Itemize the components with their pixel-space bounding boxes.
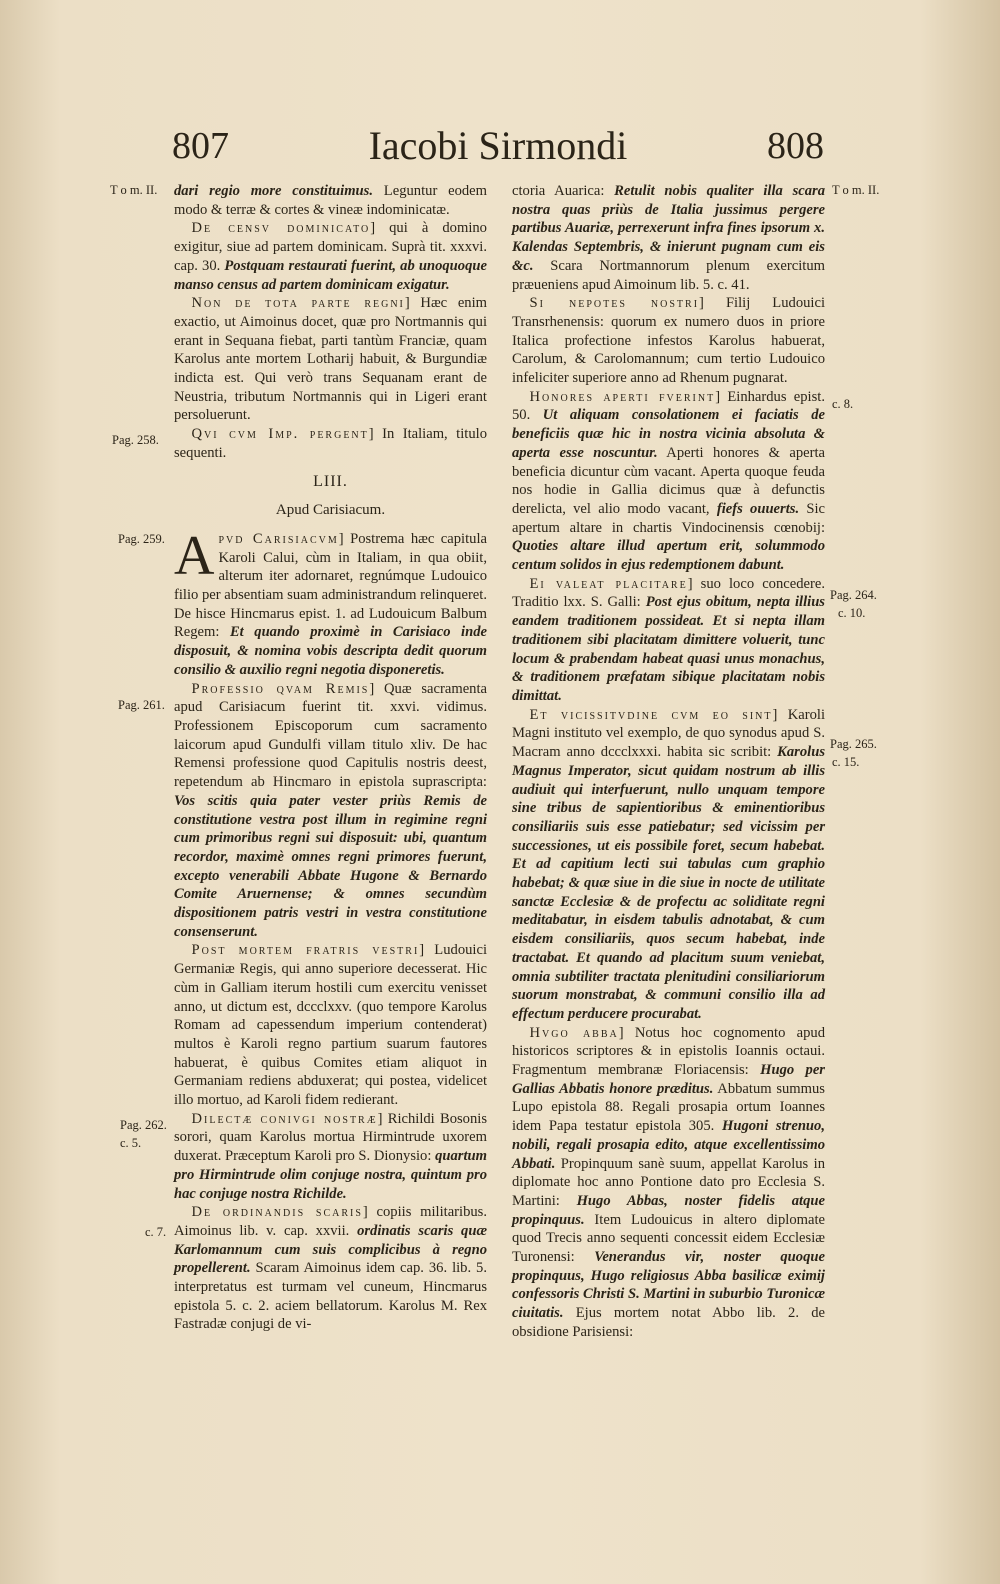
right-paragraph-5: Et vicissitvdine cvm eo sint] Karoli Magni instituto vel exemplo, de quo synodus apud S. Macram anno dccclxxxi. habita sic scribit: Karolus Magnus Imperator, sicut quidam nostrum ab illis audiuit qui interfuerunt, nullo unquam tempore sine tribus de sapientioribus & eminentioribus consiliariis suis esse patiebatur; sed vicissim per successiones, ut eis possibile foret, secum habebat. Et ad capitium lecti sui tabulas cum graphio habebat; & quæ siue in die siue in nocte de utilitate sanctæ Ecclesiæ & de profectu ac soliditate regni meditabatur, in eisdem tabulis adnotabat, & cum eisdem consiliariis, quos secum habebat, inde tractabat. Et quando ad placitum suum veniebat, omnia subtiliter tractata plenitudini consiliariorum suorum monstrabat, & communi consilio illa ad effectum perducere procurabat. [512, 706, 825, 1022]
margin-pag-258: Pag. 258. [112, 433, 159, 447]
left-paragraph-3: Non de tota parte regni] Hæc enim exactio, ut Aimoinus docet, quæ pro Nortmannis qui erant in Sequana fiebat, parti tantùm Franciæ, quam Karolus ante mortem Lotharij habuit, & Burgundiæ indicta est. Qui verò trans Sequanam erant de Neustria, tributum Nortmannis qui in Ligeri erant persoluerunt. [174, 295, 487, 424]
margin-c-5: c. 5. [120, 1136, 142, 1150]
margin-pag-264: Pag. 264. [830, 588, 877, 602]
page-number-right: 808 [767, 125, 824, 167]
right-paragraph-6: Hvgo abba] Notus hoc cognomento apud historicos scriptores & in epistolis Ioannis octaui. Fragmentum membranæ Floriacensis: Hugo per Gallias Abbatis honore præditus. Abbatum summus Lupo epistola 88. Regali prosapia ortum Ioannes idem Papa testatur epistola 305. Hugoni strenuo, nobili, regali prosapia edito, atque excellentissimo Abbati. Propinquum sanè suum, appellat Karolus in diplomate hoc anno Pontione dato pro Ecclesia S. Martini: Hugo Abbas, noster fidelis atque propinquus. Item Ludouicus in altero diplomate quod Trecis anno sequenti concessit eidem Ecclesiæ Turonensi: Venerandus vir, noster quoque propinquus, Hugo religiosus Abba basilicæ eximij confessoris Christi S. Martini in suburbio Turonicæ ciuitatis. Ejus mortem notat Abbo lib. 2. de obsidione Parisiensi: [512, 1024, 826, 1340]
left-column [174, 182, 487, 1334]
right-column [512, 182, 825, 1342]
margin-pag-262: Pag. 262. [120, 1118, 167, 1132]
section-number: LIII. [313, 472, 348, 490]
left-paragraph-7: Post mortem fratris vestri] Ludouici Germaniæ Regis, qui anno superiore decesserat. Hic cùm in Galliam iterum hostili cum exercitu venisset anno, ut dictum est, dccclxxv. (quo tempore Karolus Romam ad capessendum imperium contenderat) multos è Karoli regno partium suarum fautores habuerat, è quibus Comites etiam aliquot in Germaniam rediens abduxerat; qui postea, videlicet illo mortuo, ad Karoli fidem redierant. [174, 942, 487, 1109]
left-paragraph-4: Qvi cvm Imp. pergent] In Italiam, titulo sequenti. [174, 426, 487, 461]
margin-c-7: c. 7. [145, 1225, 167, 1239]
left-paragraph-8: Dilectæ conivgi nostræ] Richildi Bosonis sorori, quam Karolus mortua Hirmintrude uxorem duxerat. Præceptum Karoli pro S. Dionysio: quartum pro Hirmintrude olim conjuge nostra, quintum pro hac conjuge nostra Richilde. [174, 1110, 487, 1202]
margin-tom-right: T o m. II. [832, 183, 880, 197]
margin-c-8: c. 8. [832, 397, 854, 411]
margin-pag-261: Pag. 261. [118, 698, 165, 712]
drop-cap: A [174, 524, 215, 587]
page-header [168, 124, 828, 176]
left-paragraph-2: De censv dominicato] qui à domino exigitur, siue ad partem dominicam. Suprà tit. xxxvi. cap. 30. Postquam restaurati fuerint, ab unoquoque manso census ad partem dominicam exigatur. [174, 220, 487, 293]
left-paragraph-6: Professio qvam Remis] Quæ sacramenta apud Carisiacum fuerint tit. xxvi. vidimus. Professionem Episcoporum cum sacramento laicorum apud Gundulfi villam titulo xliv. De hac Remensi professione quod Capitulis nostris deest, repetendum ab Hincmaro in epistola suprascripta: Vos scitis quia pater vester priùs Remis de constitutione vestra post illum in regimine regni cum primoribus regni sui disposuit: ubi, quantum recordor, maximè omnes regni primores fuerunt, excepto venerabili Abbate Hugone & Bernardo Comite Aruernense; & omnes secundùm dispositionem patris vestri in vestra constitutione consenserunt. [174, 680, 488, 940]
left-paragraph-9: De ordinandis scaris] copiis militaribus. Aimoinus lib. v. cap. xxvii. ordinatis scaris quæ Karlomannum cum suis complicibus à regno propellerent. Scaram Aimoinus idem cap. 36. lib. 5. interpretatus est turmam vel cuneum, Hincmarus epistola 5. c. 2. aciem bellatorum. Karolus M. Rex Fastradæ conjugi de vi- [174, 1204, 488, 1333]
right-paragraph-2: Si nepotes nostri] Filij Ludouici Transrhenensis: quorum ex numero duos in priore Italica profectione infestos Karolus habuerat, Carolum, & Carolomannum; cum tertio Ludouico infeliciter superiore anno ad Rhenum pugnarat. [512, 295, 826, 387]
right-paragraph-4: Ei valeat placitare] suo loco concedere. Traditio lxx. S. Galli: Post ejus obitum, nepta illius eandem traditionem possideat. Et si nepta illam traditionem sibi placitatam dimittere voluerit, tunc locum & prabendam habeat quasi unus monachus, & traditionem præfatam sibique placitatam nobis dimittat. [512, 575, 825, 704]
section-title: Apud Carisiacum. [275, 502, 386, 519]
right-paragraph-1: ctoria Auarica: Retulit nobis qualiter illa scara nostra quas priùs de Italia jussimus pergere partibus Auariæ, perrexerunt infra fines ipsorum x. Kalendas Septembris, & inierunt pugnam cum eis &c. Scara Nortmannorum plenum exercitum præueniens apud Aimoinum lib. 5. c. 41. [512, 183, 825, 293]
left-paragraph-5: Apvd Carisiacvm] Postrema hæc capitula Karoli Calui, cùm in Italiam, in qua obiit, alterum iter adornaret, regnúmque Ludouico filio per absentiam suam administrandum relinqueret. De hisce Hincmarus epist. 1. ad Ludouicum Balbum Regem: Et quando proximè in Carisiaco inde disposuit, & nomina vobis descripta dedit quorum consilio & auxilio regni negotia disponeretis. [174, 524, 487, 678]
margin-c-10: c. 10. [838, 606, 866, 620]
margin-pag-265: Pag. 265. [830, 737, 877, 751]
right-paragraph-3: Honores aperti fverint] Einhardus epist. 50. Ut aliquam consolationem ei faciatis de beneficiis quæ hic in nostra vicinia absoluta & aperta esse noscuntur. Aperti honores & aperta beneficia dicuntur cùm vacant. Aperta quoque feuda nos hodie in Gallia dicimus quæ à defunctis derelicta, vel alio modo vacant, fiefs ouuerts. Sic apertum altare in chartis Vindocinensis cœnobij: Quoties altare illud apertum erit, solummodo centum solidos in ejus redemptionem dabunt. [512, 388, 826, 574]
page-number-left: 807 [172, 125, 229, 167]
left-paragraph-1: dari regio more constituimus. Leguntur eodem modo & terræ & cortes & vineæ indominicatæ. [174, 183, 487, 218]
running-title: Iacobi Sirmondi [368, 123, 628, 168]
margin-c-15: c. 15. [832, 755, 860, 769]
margin-pag-259: Pag. 259. [118, 532, 165, 546]
margin-tom-left: T o m. II. [110, 183, 158, 197]
